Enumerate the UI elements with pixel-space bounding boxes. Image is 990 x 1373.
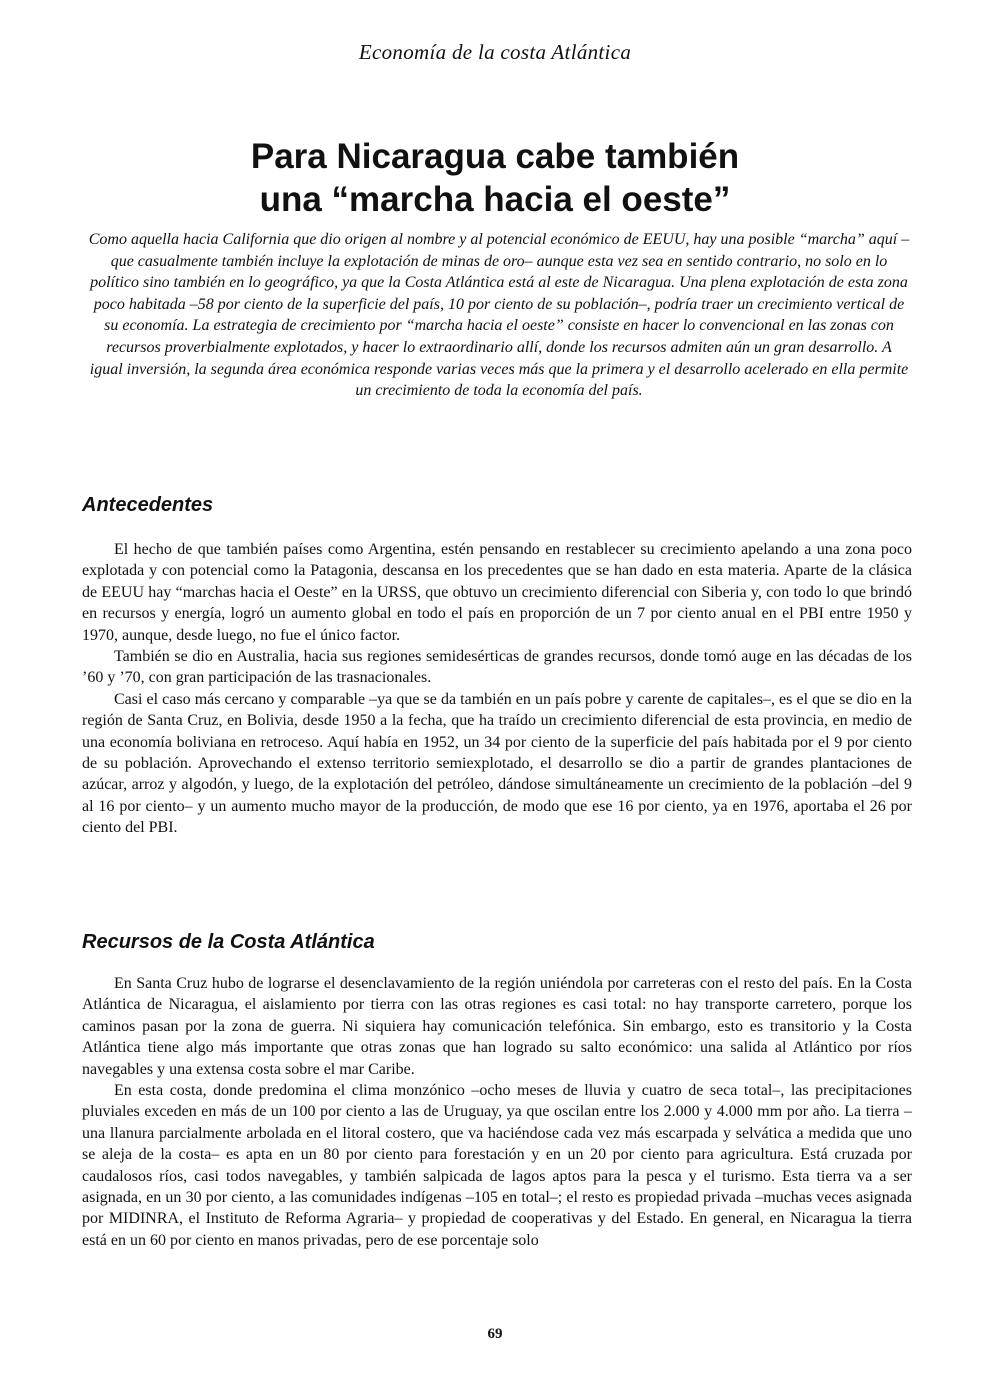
section-body-recursos xyxy=(82,973,912,1251)
running-head: Economía de la costa Atlántica xyxy=(358,40,632,64)
title-line-1: Para Nicaragua cabe también xyxy=(250,137,740,177)
section-heading-antecedentes: Antecedentes xyxy=(82,494,214,516)
body-paragraph: En Santa Cruz hubo de lograrse el desenclavamiento de la región uniéndola por carreteras con el resto del país. En la Costa Atlántica de Nicaragua, el aislamiento por tierra con las otras regiones es casi total: no hay transporte carretero, porque los caminos pasan por la zona de guerra. Ni siquiera hay comunicación telefónica. Sin embargo, esto es transitorio y la Costa Atlántica tiene algo más importante que otras zonas que han logrado su salto económico: una salida al Atlántico por ríos navegables y una extensa costa sobre el mar Caribe. xyxy=(82,975,912,1078)
body-paragraph: Casi el caso más cercano y comparable –ya que se da también en un país pobre y carente de capitales–, es el que se dio en la región de Santa Cruz, en Bolivia, desde 1950 a la fecha, que ha traído un crecimiento diferencial de esta provincia, en medio de una economía boliviana en retroceso. Aquí había en 1952, un 34 por ciento de la superficie del país habitada por el 9 por ciento de su población. Aprovechando el extenso territorio semiexplotado, el desarrollo se dio a partir de grandes plantaciones de azúcar, arroz y algodón, y luego, de la explotación del petróleo, dándose simultáneamente un crecimiento de la población –del 9 al 16 por ciento– y un aumento mucho mayor de la producción, de modo que ese 16 por ciento, ya en 1976, aportaba el 26 por ciento del PBI. xyxy=(82,690,912,837)
title-line-2: una “marcha hacia el oeste” xyxy=(259,180,731,220)
body-paragraph: También se dio en Australia, hacia sus regiones semidesérticas de grandes recursos, donde tomó auge en las décadas de los ’60 y ’70, con gran participación de las trasnacionales. xyxy=(82,648,912,687)
body-paragraph: En esta costa, donde predomina el clima monzónico –ocho meses de lluvia y cuatro de seca total–, las precipitaciones pluviales exceden en más de un 100 por ciento a las de Uruguay, ya que oscilan entre los 2.000 y 4.000 mm por año. La tierra –una llanura parcialmente arbolada en el litoral costero, que va haciéndose cada vez más escarpada y selvática a medida que uno se aleja de la costa– es apta en un 80 por ciento para forestación y en un 20 por ciento para agricultura. Está cruzada por caudalosos ríos, casi todos navegables, y también salpicada de lagos aptos para la pesca y el turismo. Esta tierra va a ser asignada, en un 30 por ciento, a las comunidades indígenas –105 en total–; el resto es propiedad privada –muchas veces asignada por MIDINRA, el Instituto de Reforma Agraria– y propiedad de cooperativas y del Estado. En general, en Nicaragua la tierra está en un 60 por ciento en manos privadas, pero de ese porcentaje solo xyxy=(82,1082,912,1249)
section-heading-recursos: Recursos de la Costa Atlántica xyxy=(82,931,375,953)
body-paragraph: El hecho de que también países como Argentina, estén pensando en restablecer su crecimiento apelando a una zona poco explotada y con potencial como la Patagonia, descansa en los precedentes que se han dado en esta materia. Aparte de la clásica de EEUU hay “marchas hacia el Oeste” en la URSS, que obtuvo un crecimiento diferencial con Siberia y, con todo lo que brindó en recursos y energía, logró un aumento global en todo el país en proporción de un 7 por ciento anual en el PBI entre 1950 y 1970, aunque, desde luego, no fue el único factor. xyxy=(82,541,912,644)
article-title xyxy=(60,135,930,221)
page-number: 69 xyxy=(487,1326,503,1342)
section-body-antecedentes xyxy=(82,539,912,839)
lead-paragraph: Como aquella hacia California que dio origen al nombre y al potencial económico de EEUU, hay una posible “marcha” aquí –que casualmente también incluye la explotación de minas de oro– aunque esta vez sea en sentido contrario, no solo en lo político sino también en lo geográfico, ya que la Costa Atlántica está al este de Nicaragua. Una plena explotación de esta zona poco habitada –58 por ciento de la superficie del país, 10 por ciento de su población–, podría traer un crecimiento vertical de su economía. La estrategia de crecimiento por “marcha hacia el oeste” consiste en hacer lo convencional en las zonas con recursos proverbialmente explotados, y hacer lo extraordinario allí, donde los recursos admiten aún un gran desarrollo. A igual inversión, la segunda área económica responde varias veces más que la primera y el desarrollo acelerado en ella permite un crecimiento de toda la economía del país. xyxy=(88,231,910,400)
